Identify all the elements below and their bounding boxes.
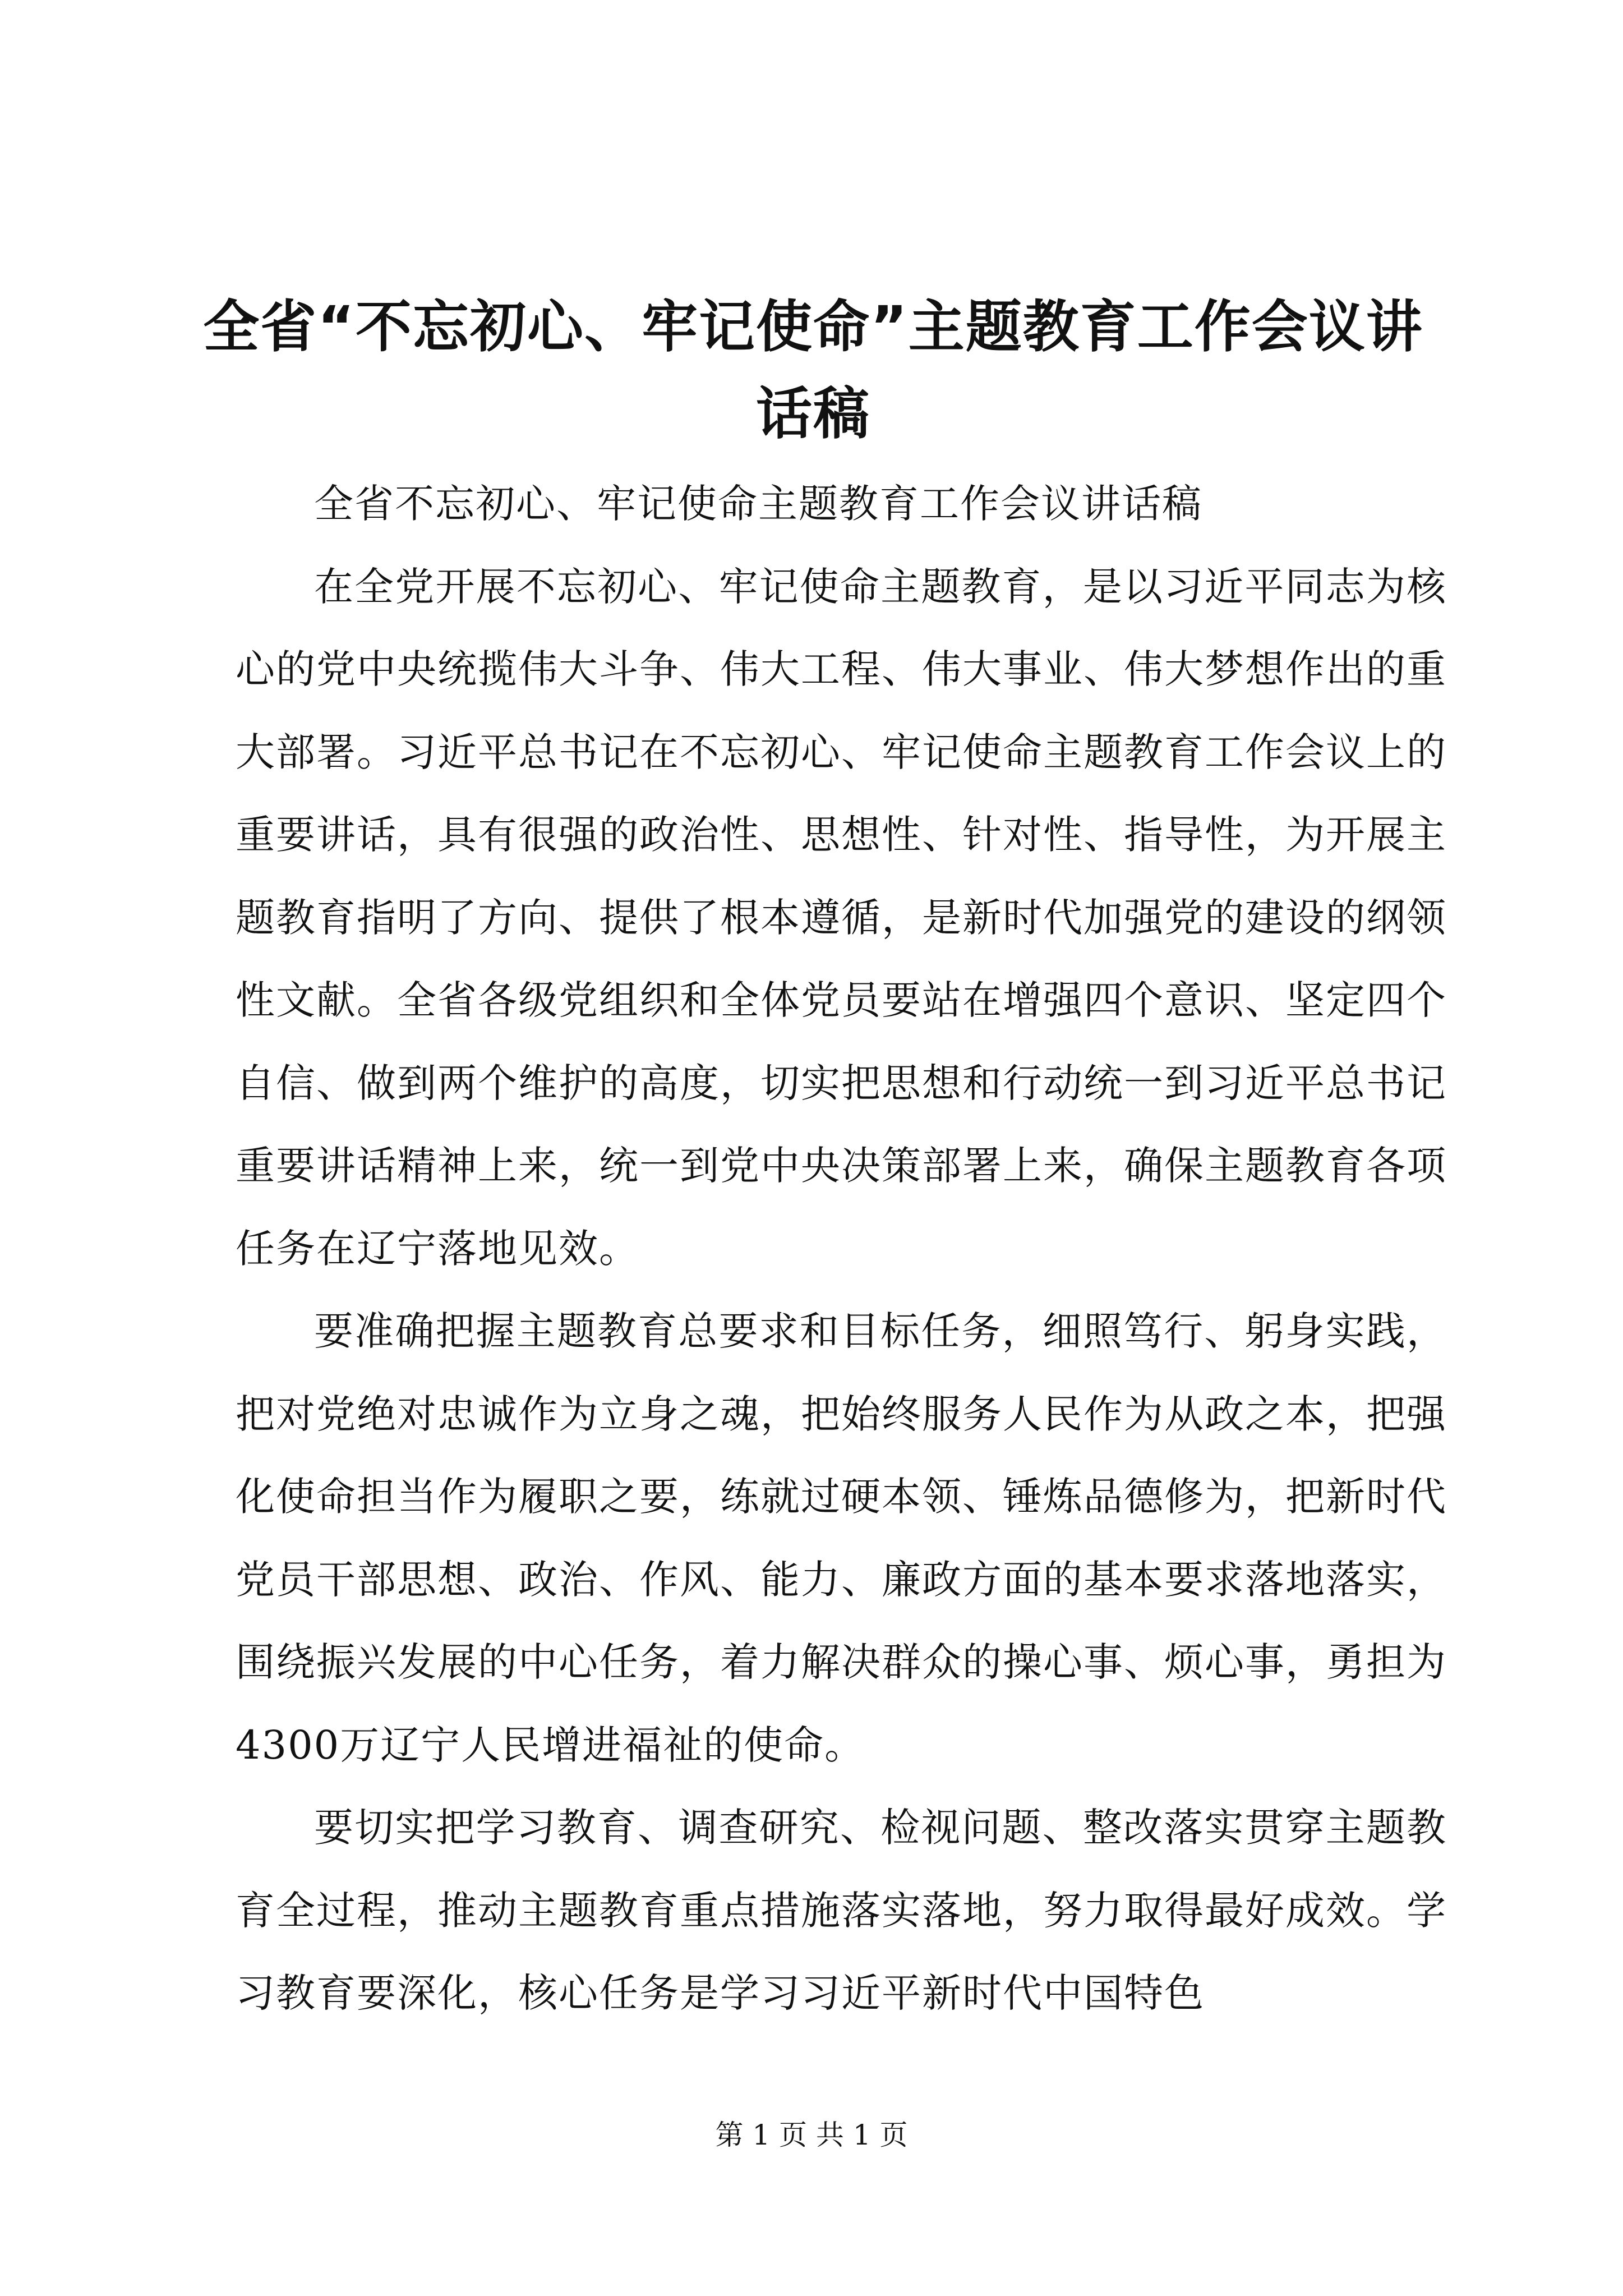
page-number: 第 1 页 共 1 页 <box>715 2119 908 2151</box>
paragraph: 要准确把握主题教育总要求和目标任务，细照笃行、躬身实践，把对党绝对忠诚作为立身之魂，把始终服务人民作为从政之本，把强化使命担当作为履职之要，练就过硬本领、锤炼品德修为，把新时代党员干部思想、政治、作风、能力、廉政方面的基本要求落地落实，围绕振兴发展的中心任务，着力解决群众的操心事、烦心事，勇担为4300万辽宁人民增进福祉的使命。 <box>236 1308 1447 1768</box>
paragraph: 在全党开展不忘初心、牢记使命主题教育，是以习近平同志为核心的党中央统揽伟大斗争、伟大工程、伟大事业、伟大梦想作出的重大部署。习近平总书记在不忘初心、牢记使命主题教育工作会议上的重要讲话，具有很强的政治性、思想性、针对性、指导性，为开展主题教育指明了方向、提供了根本遵循，是新时代加强党的建设的纲领性文献。全省各级党组织和全体党员要站在增强四个意识、坚定四个自信、做到两个维护的高度，切实把思想和行动统一到习近平总书记重要讲话精神上来，统一到党中央决策部署上来，确保主题教育各项任务在辽宁落地见效。 <box>236 563 1447 1272</box>
page-footer <box>0 2118 1623 2152</box>
paragraph: 要切实把学习教育、调查研究、检视问题、整改落实贯穿主题教育全过程，推动主题教育重点措施落实落地，努力取得最好成效。学习教育要深化，核心任务是学习习近平新时代中国特色 <box>236 1805 1447 2016</box>
document-title: 全省“不忘初心、牢记使命”主题教育工作会议讲话稿 <box>203 294 1423 447</box>
paragraph: 全省不忘初心、牢记使命主题教育工作会议讲话稿 <box>314 481 1202 527</box>
document-body <box>236 463 1447 2035</box>
